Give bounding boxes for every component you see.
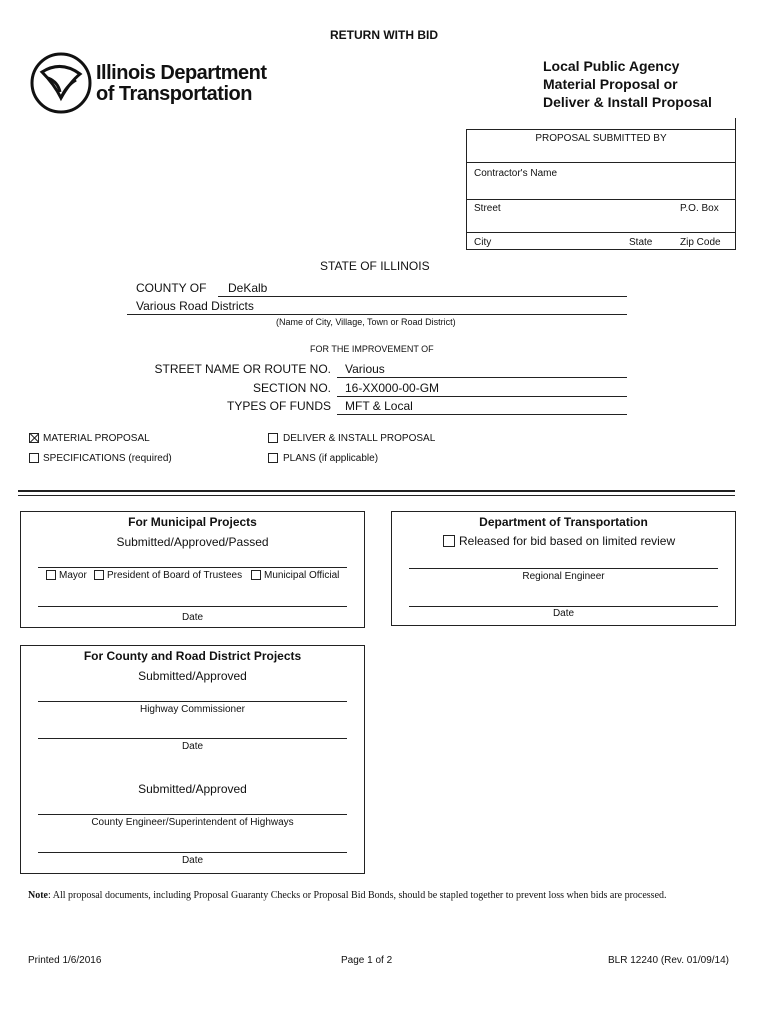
note-paragraph [28,888,728,903]
funds-value[interactable]: MFT & Local [345,399,413,413]
return-with-bid: RETURN WITH BID [330,28,438,42]
municipal-date-line[interactable] [38,606,347,607]
divider [466,232,736,233]
state-field[interactable]: State [629,237,653,248]
county-box-title: For County and Road District Projects [83,649,302,663]
section-underline [337,396,627,397]
released-checkbox[interactable] [443,535,455,547]
divider [466,162,736,163]
municipal-signature-line[interactable] [38,567,347,568]
specifications-checkbox[interactable] [29,453,39,463]
note-text: : All proposal documents, including Proposal Guaranty Checks or Proposal Bid Bonds, should be stapled together to prevent loss when bids are processed. [48,890,667,901]
page-number: Page 1 of 2 [341,955,393,966]
note-label: Note [28,890,48,901]
funds-underline [337,414,627,415]
president-checkbox[interactable] [94,570,104,580]
district-underline [127,314,627,315]
idot-logo-icon [30,52,92,114]
municipal-official-label: Municipal Official [264,570,340,581]
form-title-line-3: Deliver & Install Proposal [543,94,712,110]
street-field[interactable]: Street [474,203,501,214]
improvement-heading: FOR THE IMPROVEMENT OF [310,344,434,354]
zip-code-field[interactable]: Zip Code [680,237,721,248]
county-date-line-2[interactable] [38,852,347,853]
county-date-line-1[interactable] [38,738,347,739]
plans-checkbox[interactable] [268,453,278,463]
proposal-submitted-by-heading: PROPOSAL SUBMITTED BY [535,133,667,144]
county-date-label-1: Date [181,741,204,752]
county-label: COUNTY OF [136,281,207,295]
district-value[interactable]: Various Road Districts [136,299,254,313]
funds-label: TYPES OF FUNDS [226,399,331,413]
form-title-line-2: Material Proposal or [543,76,678,92]
county-box-subtitle-1: Submitted/Approved [138,669,247,683]
route-label: STREET NAME OR ROUTE NO. [154,362,331,376]
municipal-title: For Municipal Projects [128,515,257,529]
route-value[interactable]: Various [345,362,385,376]
deliver-install-label: DELIVER & INSTALL PROPOSAL [283,433,436,444]
county-date-label-2: Date [181,855,204,866]
county-box-subtitle-2: Submitted/Approved [138,782,247,796]
municipal-subtitle: Submitted/Approved/Passed [116,535,269,549]
municipal-date-label: Date [181,612,204,623]
president-label: President of Board of Trustees [107,570,243,581]
municipal-official-checkbox[interactable] [251,570,261,580]
deliver-install-checkbox[interactable] [268,433,278,443]
state-of-illinois: STATE OF ILLINOIS [320,259,430,273]
contractor-name-field[interactable]: Contractor's Name [474,168,558,179]
section-label: SECTION NO. [252,381,331,395]
logo-line-1: Illinois Department [96,62,267,84]
dot-title: Department of Transportation [479,515,648,529]
printed-date: Printed 1/6/2016 [28,955,102,966]
po-box-field[interactable]: P.O. Box [680,203,719,214]
material-proposal-label: MATERIAL PROPOSAL [43,433,150,444]
county-underline [218,296,627,297]
city-field[interactable]: City [474,237,492,248]
released-label: Released for bid based on limited review [459,534,676,548]
county-value[interactable]: DeKalb [228,281,268,295]
county-engineer-line[interactable] [38,814,347,815]
form-title-line-1: Local Public Agency [543,58,680,74]
highway-commissioner-label: Highway Commissioner [139,704,246,715]
section-divider-thin [18,495,735,496]
county-engineer-label: County Engineer/Superintendent of Highways [91,817,294,828]
material-proposal-checkbox[interactable] [29,433,39,443]
logo-line-2: of Transportation [96,83,252,105]
specifications-label: SPECIFICATIONS (required) [43,453,172,464]
highway-commissioner-line[interactable] [38,701,347,702]
plans-label: PLANS (if applicable) [283,453,379,464]
engineer-signature-line[interactable] [409,568,718,569]
form-number: BLR 12240 (Rev. 01/09/14) [608,955,730,966]
mayor-label: Mayor [59,570,87,581]
mayor-checkbox[interactable] [46,570,56,580]
route-underline [337,377,627,378]
section-divider-thick [18,490,735,492]
dot-date-label: Date [552,608,575,619]
district-caption: (Name of City, Village, Town or Road District) [276,317,456,327]
dot-date-line[interactable] [409,606,718,607]
regional-engineer-label: Regional Engineer [522,571,605,582]
divider [466,199,736,200]
section-value[interactable]: 16-XX000-00-GM [345,381,440,395]
